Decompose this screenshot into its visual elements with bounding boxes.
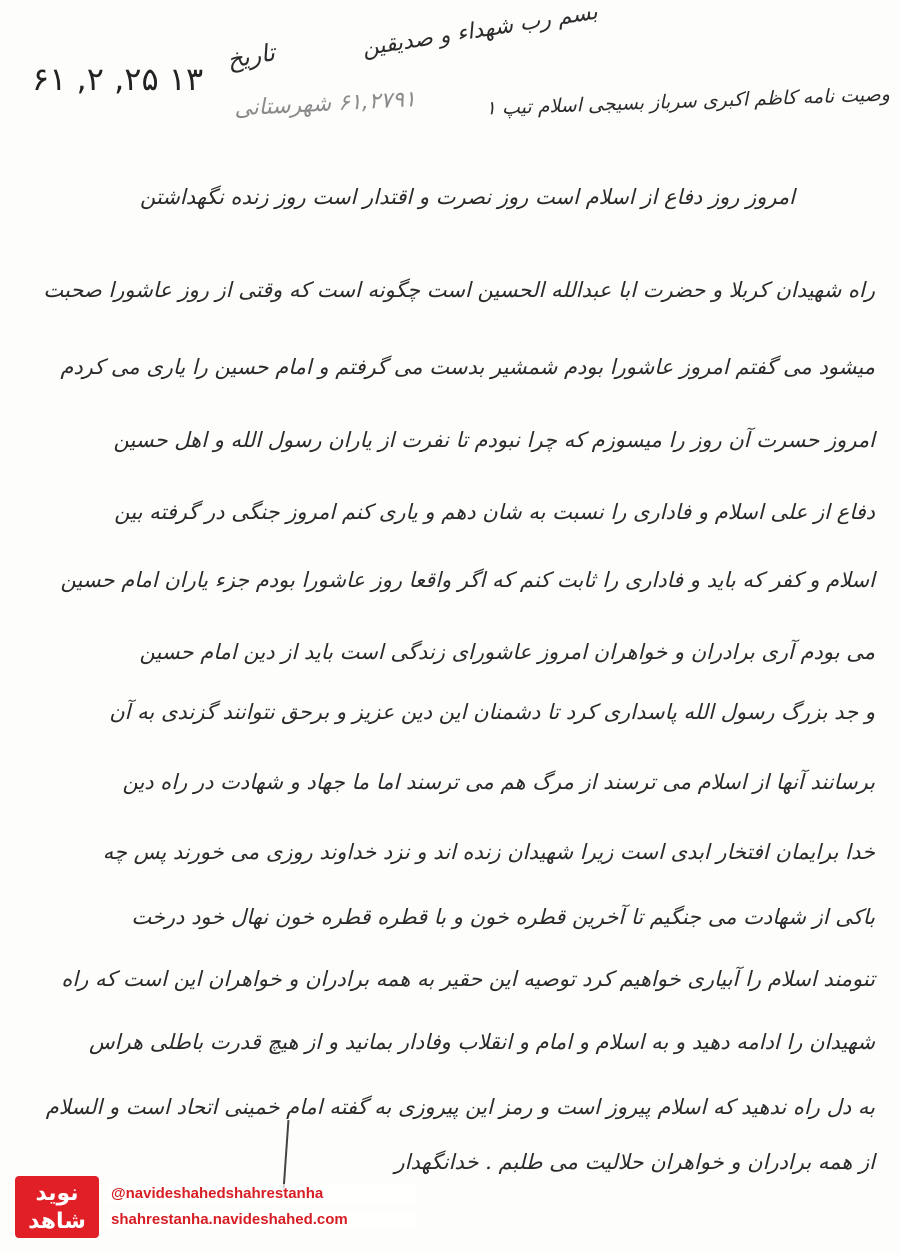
will-line: تنومند اسلام را آبیاری خواهیم کرد توصیه این حقیر به همه برادران و خواهران این است که راه [61,967,875,991]
will-line: شهیدان را ادامه دهید و به اسلام و امام و انقلاب وفادار بمانید و از هیچ قدرت باطلی هراس [88,1030,875,1054]
will-line: امروز حسرت آن روز را میسوزم که چرا نبودم تا نفرت از یاران رسول الله و اهل حسین [113,428,875,452]
watermark-site: shahrestanha.navideshahed.com [107,1210,415,1229]
will-line: می بودم آری برادران و خواهران امروز عاشورای زندگی است باید از دین امام حسین [139,640,875,664]
watermark [15,1176,405,1246]
watermark-handle: @navideshahedshahrestanha [107,1184,415,1203]
archive-stamp: ۶۱,۲۷۹۱ شهرستانی [233,86,417,122]
will-title: وصیت نامه کاظم اکبری سرباز بسیجی اسلام تیپ ۱ [485,83,891,120]
will-line: امروز روز دفاع از اسلام است روز نصرت و اقتدار است روز زنده نگهداشتن [139,185,795,209]
date-value: ۶۱ ,۲ ,۲۵ ۱۳ [32,60,204,98]
will-line: خدا برایمان افتخار ابدی است زیرا شهیدان زنده اند و نزد خداوند روزی می خورند پس چه [102,840,875,864]
will-line: دفاع از علی اسلام و فاداری را نسبت به شان دهم و یاری کنم امروز جنگی در گرفته بین [114,500,875,524]
document-heading: بسم رب شهداء و صدیقین [360,0,600,62]
will-line: و جد بزرگ رسول الله پاسداری کرد تا دشمنان این دین عزیز و برحق نتوانند گزندی به آن [109,700,875,724]
will-line: اسلام و کفر که باید و فاداری را ثابت کنم که اگر واقعا روز عاشورا بودم جزء یاران امام حسین [60,568,875,592]
will-line: برسانند آنها از اسلام می ترسند از مرگ هم می ترسند اما ما جهاد و شهادت در راه دین [122,770,875,794]
will-line: باکی از شهادت می جنگیم تا آخرین قطره خون و با قطره قطره خون نهال خود درخت [131,905,875,929]
will-line: از همه برادران و خواهران حلالیت می طلبم . خدانگهدار [394,1150,875,1174]
date-label: تاریخ [224,38,277,75]
will-line: میشود می گفتم امروز عاشورا بودم شمشیر بدست می گرفتم و امام حسین را یاری می کردم [60,355,875,379]
navideshahed-logo: نوید شاهد [15,1176,99,1238]
will-line: راه شهیدان کربلا و حضرت ابا عبدالله الحسین است چگونه است که وقتی از روز عاشورا صحبت [43,278,875,302]
will-line: به دل راه ندهید که اسلام پیروز است و رمز این پیروزی به گفته امام خمینی اتحاد است و السلام [45,1095,875,1119]
